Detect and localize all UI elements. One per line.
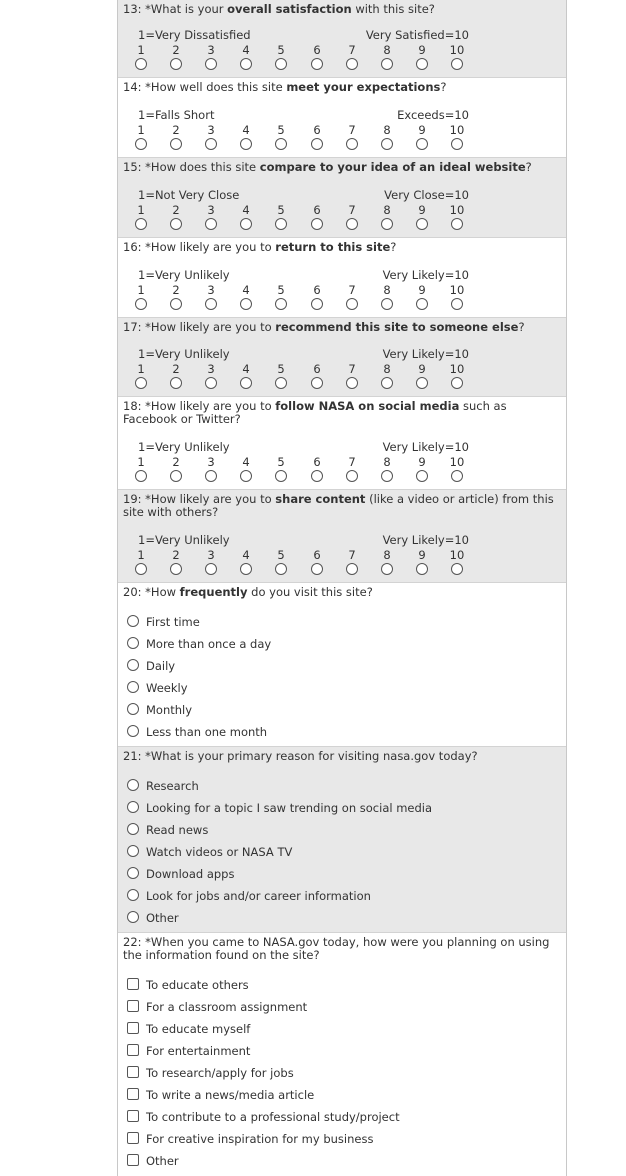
option-label: Other	[146, 911, 179, 925]
q14-rating-radio-4[interactable]	[240, 138, 252, 150]
scale-number: 10	[449, 548, 465, 562]
q13-rating-radio-3[interactable]	[205, 58, 217, 70]
scale-number: 1	[137, 43, 145, 57]
scale-number: 2	[172, 203, 180, 217]
q14-rating-radio-2[interactable]	[170, 138, 182, 150]
question-18-text: 18: *How likely are you to follow NASA on social media such as Facebook or Twitter?	[123, 399, 507, 426]
q14-rating-radio-9[interactable]	[416, 138, 428, 150]
scale-number: 7	[348, 203, 356, 217]
q19-rating-radio-3[interactable]	[205, 563, 217, 575]
q17-rating-radio-8[interactable]	[381, 377, 393, 389]
q19-rating-radio-8[interactable]	[381, 563, 393, 575]
question-20-text: 20: *How frequently do you visit this site?	[123, 585, 373, 599]
q16-rating-radio-9[interactable]	[416, 298, 428, 310]
scale-number: 10	[449, 203, 465, 217]
scale-number: 6	[313, 455, 321, 469]
radio-button[interactable]	[127, 615, 139, 627]
scale-number: 3	[207, 43, 215, 57]
q15-rating-radio-1[interactable]	[135, 218, 147, 230]
scale-number: 7	[348, 283, 356, 297]
scale-number: 2	[172, 548, 180, 562]
radio-button[interactable]	[127, 725, 139, 737]
q13-rating-radio-7[interactable]	[346, 58, 358, 70]
scale-number: 4	[242, 203, 250, 217]
q19-rating-radio-5[interactable]	[275, 563, 287, 575]
scale-number: 4	[242, 283, 250, 297]
q15-rating-radio-3[interactable]	[205, 218, 217, 230]
rating-scale-15	[134, 188, 469, 234]
scale-number: 9	[418, 548, 426, 562]
scale-number: 7	[348, 123, 356, 137]
option-label: For creative inspiration for my business	[146, 1132, 374, 1146]
option-label: To educate myself	[146, 1022, 251, 1036]
scale-number: 10	[449, 455, 465, 469]
q14-rating-radio-1[interactable]	[135, 138, 147, 150]
scale-number: 8	[383, 43, 391, 57]
q18-rating-radio-9[interactable]	[416, 470, 428, 482]
option-label: Less than one month	[146, 725, 268, 739]
scale-number: 6	[313, 203, 321, 217]
rating-scale-14	[134, 108, 469, 154]
option-label: Download apps	[146, 867, 235, 881]
scale-number: 10	[449, 362, 465, 376]
q19-rating-radio-7[interactable]	[346, 563, 358, 575]
checkbox[interactable]	[127, 1154, 139, 1166]
scale-number: 6	[313, 362, 321, 376]
scale-number: 6	[313, 283, 321, 297]
question-15	[118, 158, 566, 238]
question-15-text: 15: *How does this site compare to your idea of an ideal website?	[123, 160, 532, 174]
scale-number: 3	[207, 548, 215, 562]
checkbox[interactable]	[127, 1000, 139, 1012]
option-label: Daily	[146, 659, 176, 673]
scale-number: 8	[383, 123, 391, 137]
radio-button[interactable]	[127, 867, 139, 879]
scale-number: 7	[348, 362, 356, 376]
option-label: Monthly	[146, 703, 193, 717]
scale-number: 3	[207, 362, 215, 376]
scale-number: 5	[277, 455, 285, 469]
checkbox[interactable]	[127, 1044, 139, 1056]
scale-high-label: Exceeds=10	[397, 108, 469, 122]
option-label: To contribute to a professional study/project	[146, 1110, 400, 1124]
radio-button[interactable]	[127, 779, 139, 791]
q18-rating-radio-8[interactable]	[381, 470, 393, 482]
question-13	[118, 0, 566, 78]
checkbox[interactable]	[127, 1066, 139, 1078]
question-21-text: 21: *What is your primary reason for visiting nasa.gov today?	[123, 749, 478, 763]
scale-number: 5	[277, 123, 285, 137]
scale-low-label: 1=Very Dissatisfied	[138, 28, 251, 42]
option-label: For a classroom assignment	[146, 1000, 308, 1014]
q18-rating-radio-7[interactable]	[346, 470, 358, 482]
checkbox[interactable]	[127, 1132, 139, 1144]
q15-rating-radio-5[interactable]	[275, 218, 287, 230]
q13-rating-radio-2[interactable]	[170, 58, 182, 70]
checkbox[interactable]	[127, 978, 139, 990]
checkbox[interactable]	[127, 1110, 139, 1122]
q13-rating-radio-4[interactable]	[240, 58, 252, 70]
scale-low-label: 1=Falls Short	[138, 108, 215, 122]
q14-rating-radio-7[interactable]	[346, 138, 358, 150]
rating-scale-19	[134, 533, 469, 579]
scale-number: 9	[418, 362, 426, 376]
checkbox[interactable]	[127, 1088, 139, 1100]
scale-low-label: 1=Very Unlikely	[138, 347, 230, 361]
scale-number: 4	[242, 123, 250, 137]
q13-rating-radio-10[interactable]	[451, 58, 463, 70]
scale-number: 4	[242, 548, 250, 562]
scale-number: 1	[137, 548, 145, 562]
q15-rating-radio-7[interactable]	[346, 218, 358, 230]
scale-high-label: Very Likely=10	[382, 533, 469, 547]
scale-low-label: 1=Very Unlikely	[138, 268, 230, 282]
scale-high-label: Very Likely=10	[382, 440, 469, 454]
question-22-text: 22: *When you came to NASA.gov today, how were you planning on using the information found on the site?	[123, 935, 550, 962]
scale-high-label: Very Likely=10	[382, 268, 469, 282]
q16-rating-radio-2[interactable]	[170, 298, 182, 310]
question-16	[118, 238, 566, 318]
q14-rating-radio-8[interactable]	[381, 138, 393, 150]
q18-rating-radio-2[interactable]	[170, 470, 182, 482]
question-17-text: 17: *How likely are you to recommend this site to someone else?	[123, 320, 525, 334]
scale-number: 6	[313, 43, 321, 57]
q14-rating-radio-6[interactable]	[311, 138, 323, 150]
scale-number: 10	[449, 43, 465, 57]
q15-rating-radio-9[interactable]	[416, 218, 428, 230]
radio-button[interactable]	[127, 845, 139, 857]
scale-low-label: 1=Not Very Close	[138, 188, 240, 202]
question-14-text: 14: *How well does this site meet your expectations?	[123, 80, 447, 94]
option-label: First time	[146, 615, 200, 629]
q13-rating-radio-5[interactable]	[275, 58, 287, 70]
scale-number: 5	[277, 283, 285, 297]
question-19	[118, 490, 566, 583]
scale-number: 3	[207, 123, 215, 137]
scale-number: 4	[242, 455, 250, 469]
checkbox[interactable]	[127, 1022, 139, 1034]
option-label: To educate others	[146, 978, 249, 992]
scale-number: 1	[137, 203, 145, 217]
rating-scale-13	[134, 28, 469, 74]
option-label: More than once a day	[146, 637, 272, 651]
question-16-text: 16: *How likely are you to return to this site?	[123, 240, 397, 254]
scale-number: 2	[172, 455, 180, 469]
q18-rating-radio-1[interactable]	[135, 470, 147, 482]
radio-button[interactable]	[127, 801, 139, 813]
scale-number: 7	[348, 43, 356, 57]
question-18	[118, 397, 566, 490]
scale-number: 2	[172, 43, 180, 57]
q13-rating-radio-9[interactable]	[416, 58, 428, 70]
scale-number: 1	[137, 283, 145, 297]
scale-number: 8	[383, 362, 391, 376]
option-label: Look for jobs and/or career information	[146, 889, 371, 903]
option-label: Research	[146, 779, 199, 793]
q19-rating-radio-10[interactable]	[451, 563, 463, 575]
option-label: Looking for a topic I saw trending on social media	[146, 801, 433, 815]
option-label: To research/apply for jobs	[146, 1066, 294, 1080]
q16-rating-radio-3[interactable]	[205, 298, 217, 310]
scale-number: 3	[207, 455, 215, 469]
scale-number: 2	[172, 283, 180, 297]
question-17	[118, 318, 566, 397]
scale-number: 9	[418, 203, 426, 217]
scale-number: 10	[449, 123, 465, 137]
q13-rating-radio-6[interactable]	[311, 58, 323, 70]
scale-number: 1	[137, 362, 145, 376]
scale-number: 8	[383, 203, 391, 217]
q16-rating-radio-5[interactable]	[275, 298, 287, 310]
scale-high-label: Very Likely=10	[382, 347, 469, 361]
q16-rating-radio-6[interactable]	[311, 298, 323, 310]
q17-rating-radio-10[interactable]	[451, 377, 463, 389]
q14-rating-radio-3[interactable]	[205, 138, 217, 150]
scale-number: 5	[277, 548, 285, 562]
q19-rating-radio-1[interactable]	[135, 563, 147, 575]
q17-rating-radio-2[interactable]	[170, 377, 182, 389]
scale-number: 10	[449, 283, 465, 297]
question-20	[118, 583, 566, 747]
option-label: Watch videos or NASA TV	[146, 845, 293, 859]
scale-number: 9	[418, 455, 426, 469]
q13-rating-radio-8[interactable]	[381, 58, 393, 70]
option-label: Weekly	[146, 681, 188, 695]
rating-scale-17	[134, 347, 469, 393]
rating-scale-18	[134, 440, 469, 486]
q17-rating-radio-5[interactable]	[275, 377, 287, 389]
q17-rating-radio-1[interactable]	[135, 377, 147, 389]
radio-button[interactable]	[127, 637, 139, 649]
scale-number: 3	[207, 283, 215, 297]
scale-number: 5	[277, 203, 285, 217]
q16-rating-radio-7[interactable]	[346, 298, 358, 310]
option-label: Other	[146, 1154, 179, 1168]
radio-button[interactable]	[127, 703, 139, 715]
scale-number: 6	[313, 548, 321, 562]
q15-rating-radio-10[interactable]	[451, 218, 463, 230]
q17-rating-radio-7[interactable]	[346, 377, 358, 389]
q17-rating-radio-3[interactable]	[205, 377, 217, 389]
scale-number: 2	[172, 362, 180, 376]
rating-scale-16	[134, 268, 469, 314]
scale-high-label: Very Satisfied=10	[365, 28, 469, 42]
scale-number: 8	[383, 548, 391, 562]
scale-number: 7	[348, 548, 356, 562]
scale-number: 9	[418, 123, 426, 137]
q18-rating-radio-4[interactable]	[240, 470, 252, 482]
radio-button[interactable]	[127, 823, 139, 835]
scale-number: 4	[242, 362, 250, 376]
q17-rating-radio-9[interactable]	[416, 377, 428, 389]
scale-high-label: Very Close=10	[384, 188, 469, 202]
survey-panel	[117, 0, 567, 1176]
scale-number: 9	[418, 43, 426, 57]
q15-rating-radio-6[interactable]	[311, 218, 323, 230]
radio-button[interactable]	[127, 681, 139, 693]
scale-number: 5	[277, 362, 285, 376]
q15-rating-radio-8[interactable]	[381, 218, 393, 230]
question-21	[118, 747, 566, 933]
option-label: Read news	[146, 823, 209, 837]
q15-rating-radio-4[interactable]	[240, 218, 252, 230]
scale-number: 1	[137, 455, 145, 469]
question-22	[118, 933, 566, 1176]
scale-number: 6	[313, 123, 321, 137]
q16-rating-radio-8[interactable]	[381, 298, 393, 310]
q14-rating-radio-10[interactable]	[451, 138, 463, 150]
q13-rating-radio-1[interactable]	[135, 58, 147, 70]
question-19-text: 19: *How likely are you to share content (like a video or article) from this site with others?	[123, 492, 554, 519]
scale-low-label: 1=Very Unlikely	[138, 440, 230, 454]
q19-rating-radio-6[interactable]	[311, 563, 323, 575]
question-13-text: 13: *What is your overall satisfaction with this site?	[123, 2, 435, 16]
q19-rating-radio-4[interactable]	[240, 563, 252, 575]
scale-number: 9	[418, 283, 426, 297]
q17-rating-radio-6[interactable]	[311, 377, 323, 389]
q18-rating-radio-3[interactable]	[205, 470, 217, 482]
option-label: To write a news/media article	[146, 1088, 315, 1102]
scale-number: 5	[277, 43, 285, 57]
q16-rating-radio-4[interactable]	[240, 298, 252, 310]
radio-button[interactable]	[127, 659, 139, 671]
q16-rating-radio-10[interactable]	[451, 298, 463, 310]
q18-rating-radio-10[interactable]	[451, 470, 463, 482]
scale-number: 3	[207, 203, 215, 217]
scale-number: 1	[137, 123, 145, 137]
scale-number: 4	[242, 43, 250, 57]
radio-button[interactable]	[127, 911, 139, 923]
radio-button[interactable]	[127, 889, 139, 901]
q18-rating-radio-6[interactable]	[311, 470, 323, 482]
scale-number: 2	[172, 123, 180, 137]
q17-rating-radio-4[interactable]	[240, 377, 252, 389]
q19-rating-radio-9[interactable]	[416, 563, 428, 575]
scale-number: 8	[383, 455, 391, 469]
scale-number: 8	[383, 283, 391, 297]
question-14	[118, 78, 566, 158]
q18-rating-radio-5[interactable]	[275, 470, 287, 482]
q19-rating-radio-2[interactable]	[170, 563, 182, 575]
q14-rating-radio-5[interactable]	[275, 138, 287, 150]
q15-rating-radio-2[interactable]	[170, 218, 182, 230]
option-label: For entertainment	[146, 1044, 251, 1058]
scale-low-label: 1=Very Unlikely	[138, 533, 230, 547]
scale-number: 7	[348, 455, 356, 469]
q16-rating-radio-1[interactable]	[135, 298, 147, 310]
